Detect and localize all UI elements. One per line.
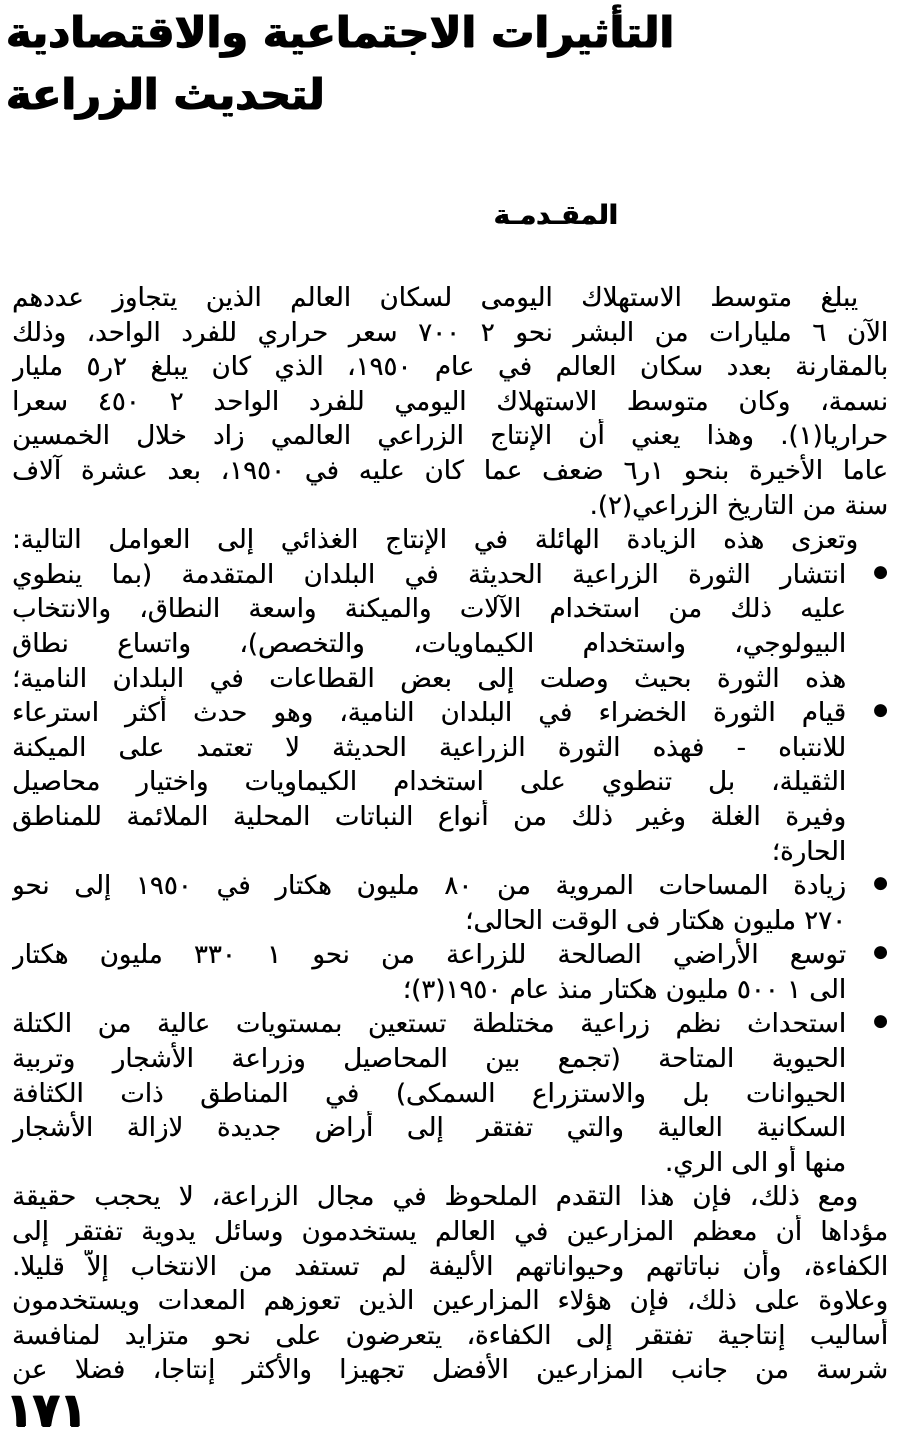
text-line: عليه ذلك من استخدام الآلات والميكنة واسعة النطاق، والانتخاب: [12, 594, 846, 625]
text-line: نسمة، وكان متوسط الاستهلاك اليومي للفرد الواحد ٢ ٤٥٠ سعرا: [12, 386, 888, 417]
text-line: استحداث نظم زراعية مختلطة تستعين بمستويات عالية من الكتلة: [12, 1009, 846, 1040]
chapter-title-line-2: لتحديث الزراعة: [6, 70, 325, 120]
text-line: الكفاءة، وأن نباتاتهم وحيواناتهم الأليفة لم تستفد من الانتخاب إلاّ قليلا.: [12, 1251, 888, 1282]
text-line: منها أو الى الري.: [664, 1147, 846, 1178]
text-line: للانتباه - فهذه الثورة الزراعية الحديثة لا تعتمد على الميكنة: [12, 732, 846, 763]
text-line: توسع الأراضي الصالحة للزراعة من نحو ١ ٣٣٠ مليون هكتار: [12, 940, 846, 971]
text-line: عاما الأخيرة بنحو ١ر٦ ضعف عما كان عليه في ١٩٥٠، بعد عشرة آلاف: [12, 455, 888, 486]
bullet-item: [12, 1007, 888, 1180]
bullet-item: [12, 696, 888, 869]
text-line: هذه الثورة بحيث وصلت إلى بعض القطاعات في البلدان النامية؛: [12, 663, 846, 694]
bullet-list: [12, 558, 888, 1181]
chapter-title-line-1: التأثيرات الاجتماعية والاقتصادية: [6, 8, 675, 58]
text-line: الآن ٦ مليارات من البشر نحو ٢ ٧٠٠ سعر حراري للفرد الواحد، وذلك: [12, 317, 888, 348]
bullet-dot-icon: ●: [873, 1011, 888, 1032]
bullet-item: [12, 938, 888, 1007]
text-line: الحيوانات بل والاستزراع السمكى) في المناطق ذات الكثافة: [12, 1078, 846, 1109]
text-line: سنة من التاريخ الزراعي(٢).: [589, 490, 888, 521]
text-line: حراريا(١). وهذا يعني أن الإنتاج الزراعي العالمي زاد خلال الخمسين: [12, 421, 888, 452]
text-line: الى ١ ٥٠٠ مليون هكتار منذ عام ١٩٥٠(٣)؛: [402, 974, 846, 1005]
intro-paragraph: [12, 281, 888, 523]
text-line: وتعزى هذه الزيادة الهائلة في الإنتاج الغذائي إلى العوامل التالية:: [12, 525, 858, 556]
text-line: السكانية العالية والتي تفتقر إلى أراض جديدة لازالة الأشجار: [12, 1113, 846, 1144]
text-line: وعلاوة على ذلك، فإن هؤلاء المزارعين الذين تعوزهم المعدات ويستخدمون: [12, 1286, 888, 1317]
bullet-dot-icon: ●: [873, 561, 888, 582]
text-line: وفيرة الغلة وغير ذلك من أنواع النباتات المحلية الملائمة للمناطق: [12, 801, 846, 832]
text-line: بالمقارنة بعدد سكان العالم في عام ١٩٥٠، الذي كان يبلغ ٢ر٥ مليار: [12, 352, 888, 383]
text-line: الحارة؛: [771, 836, 846, 867]
text-line: قيام الثورة الخضراء في البلدان النامية، وهو حدث أكثر استرعاء: [12, 698, 846, 729]
bullet-dot-icon: ●: [873, 700, 888, 721]
bullet-dot-icon: ●: [873, 942, 888, 963]
body-text-column: [12, 281, 888, 1388]
bullet-dot-icon: ●: [873, 873, 888, 894]
text-line: ومع ذلك، فإن هذا التقدم الملحوظ في مجال الزراعة، لا يحجب حقيقة: [12, 1182, 858, 1213]
bullet-item: [12, 558, 888, 696]
text-line: مؤداها أن معظم المزارعين في العالم يستخدمون وسائل يدوية تفتقر إلى: [12, 1217, 888, 1248]
bullet-item: [12, 869, 888, 938]
text-line: انتشار الثورة الزراعية الحديثة في البلدان المتقدمة (بما ينطوي: [12, 559, 846, 590]
text-line: شرسة من جانب المزارعين الأفضل تجهيزا والأكثر إنتاجا، فضلا عن: [12, 1355, 888, 1386]
text-line: ٢٧٠ مليون هكتار فى الوقت الحالى؛: [465, 905, 846, 936]
section-heading-introduction: المقـدمـة: [493, 200, 618, 231]
closing-paragraph: [12, 1180, 888, 1388]
text-line: يبلغ متوسط الاستهلاك اليومى لسكان العالم الذين يتجاوز عددهم: [12, 283, 858, 313]
lead-in-sentence: [12, 523, 888, 558]
text-line: الحيوية المتاحة (تجمع بين المحاصيل وزراعة الأشجار وتربية: [12, 1044, 846, 1075]
text-line: الثقيلة، بل تنطوي على استخدام الكيماويات واختيار محاصيل: [12, 767, 846, 798]
text-line: أساليب إنتاجية تفتقر إلى الكفاءة، يتعرضون على نحو متزايد لمنافسة: [12, 1320, 888, 1351]
page-number: ١٧١: [6, 1383, 87, 1432]
chapter-title: [6, 2, 894, 126]
text-line: زيادة المساحات المروية من ٨٠ مليون هكتار في ١٩٥٠ إلى نحو: [12, 871, 846, 902]
text-line: البيولوجي، واستخدام الكيماويات، والتخصص)، واتساع نطاق: [12, 628, 846, 659]
